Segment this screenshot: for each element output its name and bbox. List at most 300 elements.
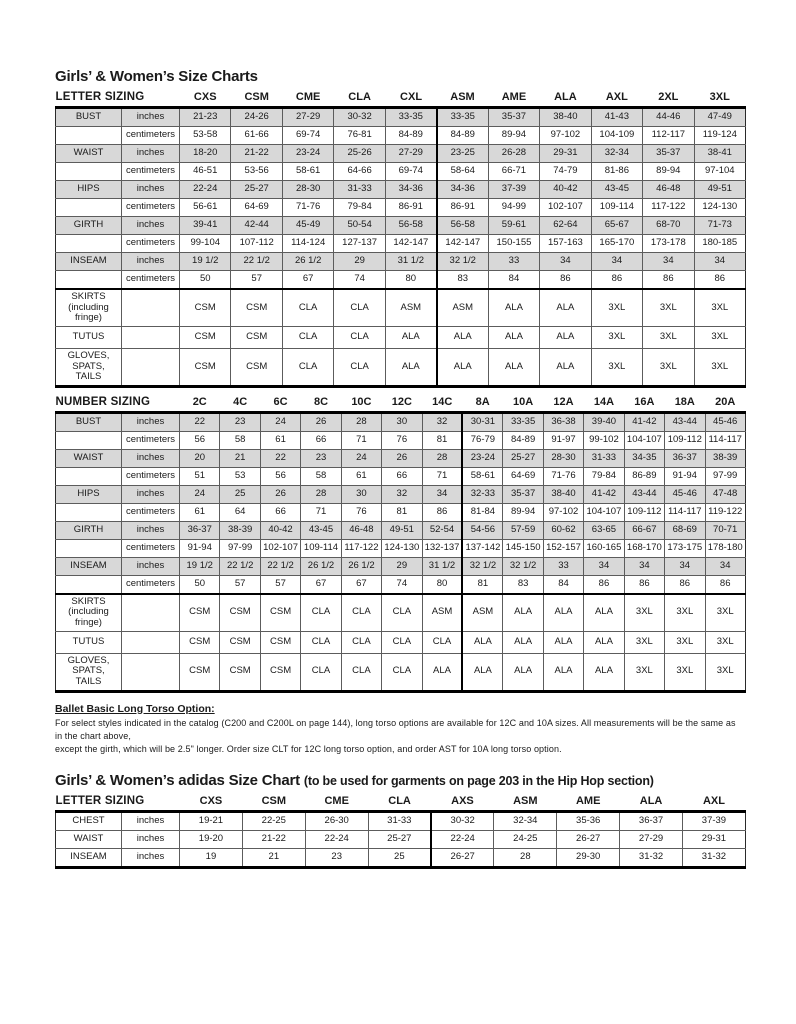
column-header-cme: CME: [305, 794, 368, 812]
table-cell: 29-31: [683, 830, 746, 848]
table-cell: 47-49: [694, 108, 745, 127]
table-cell: 84-89: [385, 127, 436, 145]
table-cell: 66-71: [488, 163, 539, 181]
row-unit: inches: [122, 848, 180, 867]
table-cell: 3XL: [665, 631, 705, 653]
table-cell: 25-27: [231, 181, 282, 199]
column-header-12c: 12C: [382, 395, 422, 413]
table-cell: 37-39: [683, 811, 746, 830]
table-cell: 74: [334, 271, 385, 290]
table-cell: 30: [341, 485, 381, 503]
table-cell: 27-29: [620, 830, 683, 848]
table-cell: 31-33: [368, 811, 431, 830]
table-cell: 3XL: [705, 594, 745, 631]
table-cell: CLA: [341, 594, 381, 631]
table-cell: 23: [220, 412, 260, 431]
table-cell: 58: [220, 431, 260, 449]
row-label: [56, 127, 122, 145]
row-unit: centimeters: [122, 271, 180, 290]
column-header-14c: 14C: [422, 395, 462, 413]
row-label: GIRTH: [56, 521, 122, 539]
table-cell: ALA: [503, 594, 543, 631]
table-cell: 36-37: [180, 521, 220, 539]
table-cell: 21-23: [180, 108, 231, 127]
table-cell: ALA: [488, 289, 539, 326]
row-label: [56, 503, 122, 521]
table-cell: 45-46: [665, 485, 705, 503]
table-cell: 104-107: [584, 503, 624, 521]
section3-title: [55, 772, 745, 789]
table-cell: 26: [382, 449, 422, 467]
table-cell: 3XL: [665, 653, 705, 691]
table-cell: 34: [643, 253, 694, 271]
table-cell: 25: [220, 485, 260, 503]
table-row: [56, 108, 746, 127]
table-cell: 157-163: [540, 235, 591, 253]
table-cell: CLA: [382, 653, 422, 691]
row-unit: inches: [122, 412, 180, 431]
table-cell: 81: [462, 575, 502, 594]
table-cell: 137-142: [462, 539, 502, 557]
garment-row: [56, 326, 746, 348]
table-cell: 31 1/2: [422, 557, 462, 575]
letter-sizing-table: [55, 90, 746, 388]
row-label: HIPS: [56, 485, 122, 503]
column-header-cla: CLA: [368, 794, 431, 812]
table-cell: 84-89: [437, 127, 488, 145]
table-cell: 45-46: [705, 412, 745, 431]
table-cell: CSM: [231, 348, 282, 386]
table-cell: 3XL: [643, 348, 694, 386]
row-label: [56, 348, 122, 386]
table-row: [56, 235, 746, 253]
table-cell: 40-42: [540, 181, 591, 199]
table-cell: 102-107: [260, 539, 300, 557]
table-cell: 99-104: [180, 235, 231, 253]
table-cell: 36-37: [620, 811, 683, 830]
table-row: [56, 539, 746, 557]
table-cell: 117-122: [341, 539, 381, 557]
column-header-16a: 16A: [624, 395, 664, 413]
table-cell: CSM: [231, 326, 282, 348]
table-cell: 27-29: [385, 145, 436, 163]
row-label-line: TAILS: [75, 371, 102, 383]
row-unit: centimeters: [122, 539, 180, 557]
row-label: INSEAM: [56, 848, 122, 867]
table-cell: 21: [242, 848, 305, 867]
table-cell: 24-25: [494, 830, 557, 848]
table-cell: 59-61: [488, 217, 539, 235]
table-cell: 26-27: [431, 848, 494, 867]
table-cell: CSM: [180, 289, 231, 326]
row-label: GIRTH: [56, 217, 122, 235]
table-header-label: LETTER SIZING: [56, 90, 180, 108]
row-unit: inches: [122, 181, 180, 199]
garment-row: [56, 594, 746, 631]
row-label: [56, 653, 122, 691]
table-cell: 109-112: [624, 503, 664, 521]
table-cell: 71-76: [282, 199, 333, 217]
table-cell: ALA: [422, 653, 462, 691]
table-cell: 3XL: [643, 326, 694, 348]
table-cell: 180-185: [694, 235, 745, 253]
table-row: [56, 253, 746, 271]
table-cell: 29: [382, 557, 422, 575]
table-cell: 3XL: [694, 289, 745, 326]
row-unit: [122, 631, 180, 653]
table-cell: 37-39: [488, 181, 539, 199]
garment-row: [56, 653, 746, 691]
row-label: CHEST: [56, 811, 122, 830]
table-cell: 160-165: [584, 539, 624, 557]
table-cell: 46-48: [643, 181, 694, 199]
table-row: [56, 449, 746, 467]
table-cell: 23-25: [437, 145, 488, 163]
table-cell: 67: [282, 271, 333, 290]
row-label: [56, 271, 122, 290]
section3-title-sub: (to be used for garments on page 203 in the Hip Hop section): [303, 773, 654, 788]
table-cell: ALA: [488, 348, 539, 386]
table-cell: ASM: [422, 594, 462, 631]
table-cell: 29-31: [540, 145, 591, 163]
table-cell: 32-34: [494, 811, 557, 830]
row-unit: inches: [122, 449, 180, 467]
table-cell: 89-94: [503, 503, 543, 521]
table-cell: 30-32: [334, 108, 385, 127]
table-cell: 57: [260, 575, 300, 594]
row-label: [56, 431, 122, 449]
table-cell: ALA: [385, 326, 436, 348]
table-cell: 23-24: [462, 449, 502, 467]
column-header-2xl: 2XL: [643, 90, 694, 108]
table-cell: 76-81: [334, 127, 385, 145]
table-cell: 32: [382, 485, 422, 503]
table-cell: 91-97: [543, 431, 583, 449]
table-cell: 68-69: [665, 521, 705, 539]
column-header-asm: ASM: [494, 794, 557, 812]
row-label: HIPS: [56, 181, 122, 199]
row-unit: centimeters: [122, 235, 180, 253]
table-cell: 71: [422, 467, 462, 485]
table-cell: 56-58: [437, 217, 488, 235]
row-label: BUST: [56, 412, 122, 431]
table-cell: ASM: [437, 289, 488, 326]
column-header-10c: 10C: [341, 395, 381, 413]
table-cell: 57: [231, 271, 282, 290]
table-cell: 97-102: [543, 503, 583, 521]
table-cell: 173-175: [665, 539, 705, 557]
table-cell: 38-40: [540, 108, 591, 127]
table-cell: 56-61: [180, 199, 231, 217]
table-cell: 34: [422, 485, 462, 503]
table-cell: CSM: [220, 653, 260, 691]
table-cell: CSM: [231, 289, 282, 326]
table-cell: CLA: [282, 289, 333, 326]
table-cell: 86: [540, 271, 591, 290]
table-cell: 84: [488, 271, 539, 290]
row-unit: [122, 289, 180, 326]
row-label-line: (including fringe): [68, 301, 109, 324]
column-header-axs: AXS: [431, 794, 494, 812]
column-header-cxs: CXS: [180, 794, 243, 812]
row-unit: centimeters: [122, 163, 180, 181]
table-header-label: LETTER SIZING: [56, 794, 180, 812]
row-unit: centimeters: [122, 199, 180, 217]
table-cell: 119-122: [705, 503, 745, 521]
table-cell: 114-124: [282, 235, 333, 253]
column-header-ame: AME: [488, 90, 539, 108]
table-cell: CLA: [334, 289, 385, 326]
table-cell: 50: [180, 271, 231, 290]
table-cell: 43-44: [665, 412, 705, 431]
table-cell: CSM: [180, 594, 220, 631]
table-cell: 71-73: [694, 217, 745, 235]
table-cell: 40-42: [260, 521, 300, 539]
table-cell: 81: [422, 431, 462, 449]
table-cell: 39-41: [180, 217, 231, 235]
table-cell: 165-170: [591, 235, 642, 253]
table-cell: ALA: [462, 653, 502, 691]
table-cell: 35-36: [557, 811, 620, 830]
table-cell: CSM: [220, 594, 260, 631]
table-cell: 61: [260, 431, 300, 449]
table-cell: 178-180: [705, 539, 745, 557]
column-header-cxl: CXL: [385, 90, 436, 108]
row-label: INSEAM: [56, 253, 122, 271]
table-cell: 24: [180, 485, 220, 503]
column-header-asm: ASM: [437, 90, 488, 108]
table-cell: 76-79: [462, 431, 502, 449]
table-cell: CSM: [260, 594, 300, 631]
table-cell: 81-86: [591, 163, 642, 181]
table-cell: ALA: [462, 631, 502, 653]
table-cell: 3XL: [643, 289, 694, 326]
table-cell: 34: [624, 557, 664, 575]
table-cell: 86: [643, 271, 694, 290]
column-header-axl: AXL: [591, 90, 642, 108]
table-cell: 22 1/2: [220, 557, 260, 575]
table-cell: 127-137: [334, 235, 385, 253]
table-cell: 124-130: [382, 539, 422, 557]
row-label: [56, 631, 122, 653]
table-cell: 68-70: [643, 217, 694, 235]
table-cell: 31-32: [683, 848, 746, 867]
table-cell: 31 1/2: [385, 253, 436, 271]
table-cell: 35-37: [503, 485, 543, 503]
column-header-csm: CSM: [242, 794, 305, 812]
table-cell: 26: [260, 485, 300, 503]
table-cell: 86: [584, 575, 624, 594]
table-cell: 34-36: [437, 181, 488, 199]
table-cell: 114-117: [665, 503, 705, 521]
row-unit: inches: [122, 557, 180, 575]
row-unit: inches: [122, 485, 180, 503]
table-cell: 44-46: [643, 108, 694, 127]
table-cell: 31-32: [620, 848, 683, 867]
row-label-line: SKIRTS: [71, 595, 106, 607]
table-cell: 3XL: [694, 348, 745, 386]
table-cell: 58-61: [462, 467, 502, 485]
table-cell: 22 1/2: [260, 557, 300, 575]
row-label: INSEAM: [56, 557, 122, 575]
row-unit: inches: [122, 811, 180, 830]
table-cell: 28: [422, 449, 462, 467]
garment-row: [56, 289, 746, 326]
table-cell: 64: [220, 503, 260, 521]
row-label-line: SKIRTS: [71, 291, 106, 302]
table-cell: 86: [665, 575, 705, 594]
table-cell: 132-137: [422, 539, 462, 557]
table-cell: 150-155: [488, 235, 539, 253]
table-cell: 24: [341, 449, 381, 467]
row-label: [56, 326, 122, 348]
row-unit: [122, 348, 180, 386]
table-cell: 86-91: [385, 199, 436, 217]
table-cell: CSM: [220, 631, 260, 653]
table-cell: 26-28: [488, 145, 539, 163]
table-cell: 32: [422, 412, 462, 431]
section1-title: Girls’ & Women’s Size Charts: [55, 68, 258, 85]
table-cell: 3XL: [624, 631, 664, 653]
table-cell: 26: [301, 412, 341, 431]
table-cell: 86: [591, 271, 642, 290]
table-cell: 34: [540, 253, 591, 271]
table-cell: 22-24: [180, 181, 231, 199]
table-cell: 64-66: [334, 163, 385, 181]
table-cell: 79-84: [584, 467, 624, 485]
row-unit: inches: [122, 253, 180, 271]
table-cell: 97-99: [705, 467, 745, 485]
table-cell: 22-24: [305, 830, 368, 848]
table-cell: 80: [422, 575, 462, 594]
table-cell: 142-147: [437, 235, 488, 253]
table-cell: 34: [705, 557, 745, 575]
table-cell: 43-45: [301, 521, 341, 539]
table-cell: 21-22: [242, 830, 305, 848]
table-cell: 49-51: [694, 181, 745, 199]
table-cell: CLA: [341, 631, 381, 653]
table-cell: 97-99: [220, 539, 260, 557]
table-row: [56, 830, 746, 848]
row-label: WAIST: [56, 830, 122, 848]
column-header-ala: ALA: [540, 90, 591, 108]
table-cell: 86: [694, 271, 745, 290]
table-cell: ALA: [543, 653, 583, 691]
table-cell: 33: [543, 557, 583, 575]
table-cell: 58-64: [437, 163, 488, 181]
table-cell: 41-42: [584, 485, 624, 503]
table-cell: 86: [422, 503, 462, 521]
row-label: [56, 539, 122, 557]
table-cell: CLA: [382, 631, 422, 653]
table-cell: 38-41: [694, 145, 745, 163]
table-cell: 42-44: [231, 217, 282, 235]
table-cell: 63-65: [584, 521, 624, 539]
table-cell: 62-64: [540, 217, 591, 235]
table-cell: 35-37: [643, 145, 694, 163]
table-cell: 66: [301, 431, 341, 449]
table-cell: 52-54: [422, 521, 462, 539]
table-cell: 67: [301, 575, 341, 594]
section3-title-main: Girls’ & Women’s adidas Size Chart: [55, 771, 300, 789]
table-cell: ALA: [584, 594, 624, 631]
table-row: [56, 163, 746, 181]
table-cell: 29: [334, 253, 385, 271]
table-cell: 33-35: [385, 108, 436, 127]
table-cell: 65-67: [591, 217, 642, 235]
table-cell: 86: [624, 575, 664, 594]
table-cell: 91-94: [180, 539, 220, 557]
table-cell: 86: [705, 575, 745, 594]
table-cell: 32-34: [591, 145, 642, 163]
row-unit: inches: [122, 108, 180, 127]
table-cell: ASM: [462, 594, 502, 631]
table-cell: CSM: [180, 348, 231, 386]
row-label: [56, 467, 122, 485]
table-cell: 51: [180, 467, 220, 485]
table-cell: 89-94: [643, 163, 694, 181]
table-cell: 26 1/2: [282, 253, 333, 271]
table-cell: 19-21: [180, 811, 243, 830]
row-label: BUST: [56, 108, 122, 127]
table-cell: 25-27: [368, 830, 431, 848]
row-unit: centimeters: [122, 467, 180, 485]
table-cell: 64-69: [231, 199, 282, 217]
table-cell: 23: [305, 848, 368, 867]
table-cell: 58: [301, 467, 341, 485]
table-cell: 34-36: [385, 181, 436, 199]
ballet-note-line-2: except the girth, which will be 2.5" longer. Order size CLT for 12C long torso option, and order AST for 10A long torso option.: [55, 743, 562, 754]
table-header-label: NUMBER SIZING: [56, 395, 180, 413]
table-cell: 34: [665, 557, 705, 575]
column-header-6c: 6C: [260, 395, 300, 413]
table-cell: 3XL: [694, 326, 745, 348]
table-cell: 26 1/2: [301, 557, 341, 575]
table-cell: CSM: [180, 631, 220, 653]
table-cell: 22: [180, 412, 220, 431]
row-label: WAIST: [56, 145, 122, 163]
table-cell: 26-30: [305, 811, 368, 830]
row-label: [56, 235, 122, 253]
table-cell: 33: [488, 253, 539, 271]
table-cell: CSM: [180, 653, 220, 691]
table-cell: 80: [385, 271, 436, 290]
table-cell: 49-51: [382, 521, 422, 539]
table-cell: 43-44: [624, 485, 664, 503]
table-cell: 24-26: [231, 108, 282, 127]
table-cell: 117-122: [643, 199, 694, 217]
table-cell: 53-56: [231, 163, 282, 181]
table-cell: CLA: [341, 653, 381, 691]
table-cell: 81: [382, 503, 422, 521]
table-cell: 50: [180, 575, 220, 594]
table-cell: 124-130: [694, 199, 745, 217]
table-cell: CSM: [260, 653, 300, 691]
table-cell: 26 1/2: [341, 557, 381, 575]
row-unit: centimeters: [122, 503, 180, 521]
row-label-line: TUTUS: [72, 635, 105, 647]
row-label-line: GLOVES, SPATS,: [67, 349, 110, 372]
column-header-csm: CSM: [231, 90, 282, 108]
row-unit: inches: [122, 145, 180, 163]
row-label: [56, 163, 122, 181]
table-cell: 22-24: [431, 830, 494, 848]
table-cell: 107-112: [231, 235, 282, 253]
table-cell: 109-114: [301, 539, 341, 557]
table-cell: 56: [180, 431, 220, 449]
row-label: [56, 575, 122, 594]
table-cell: 104-109: [591, 127, 642, 145]
